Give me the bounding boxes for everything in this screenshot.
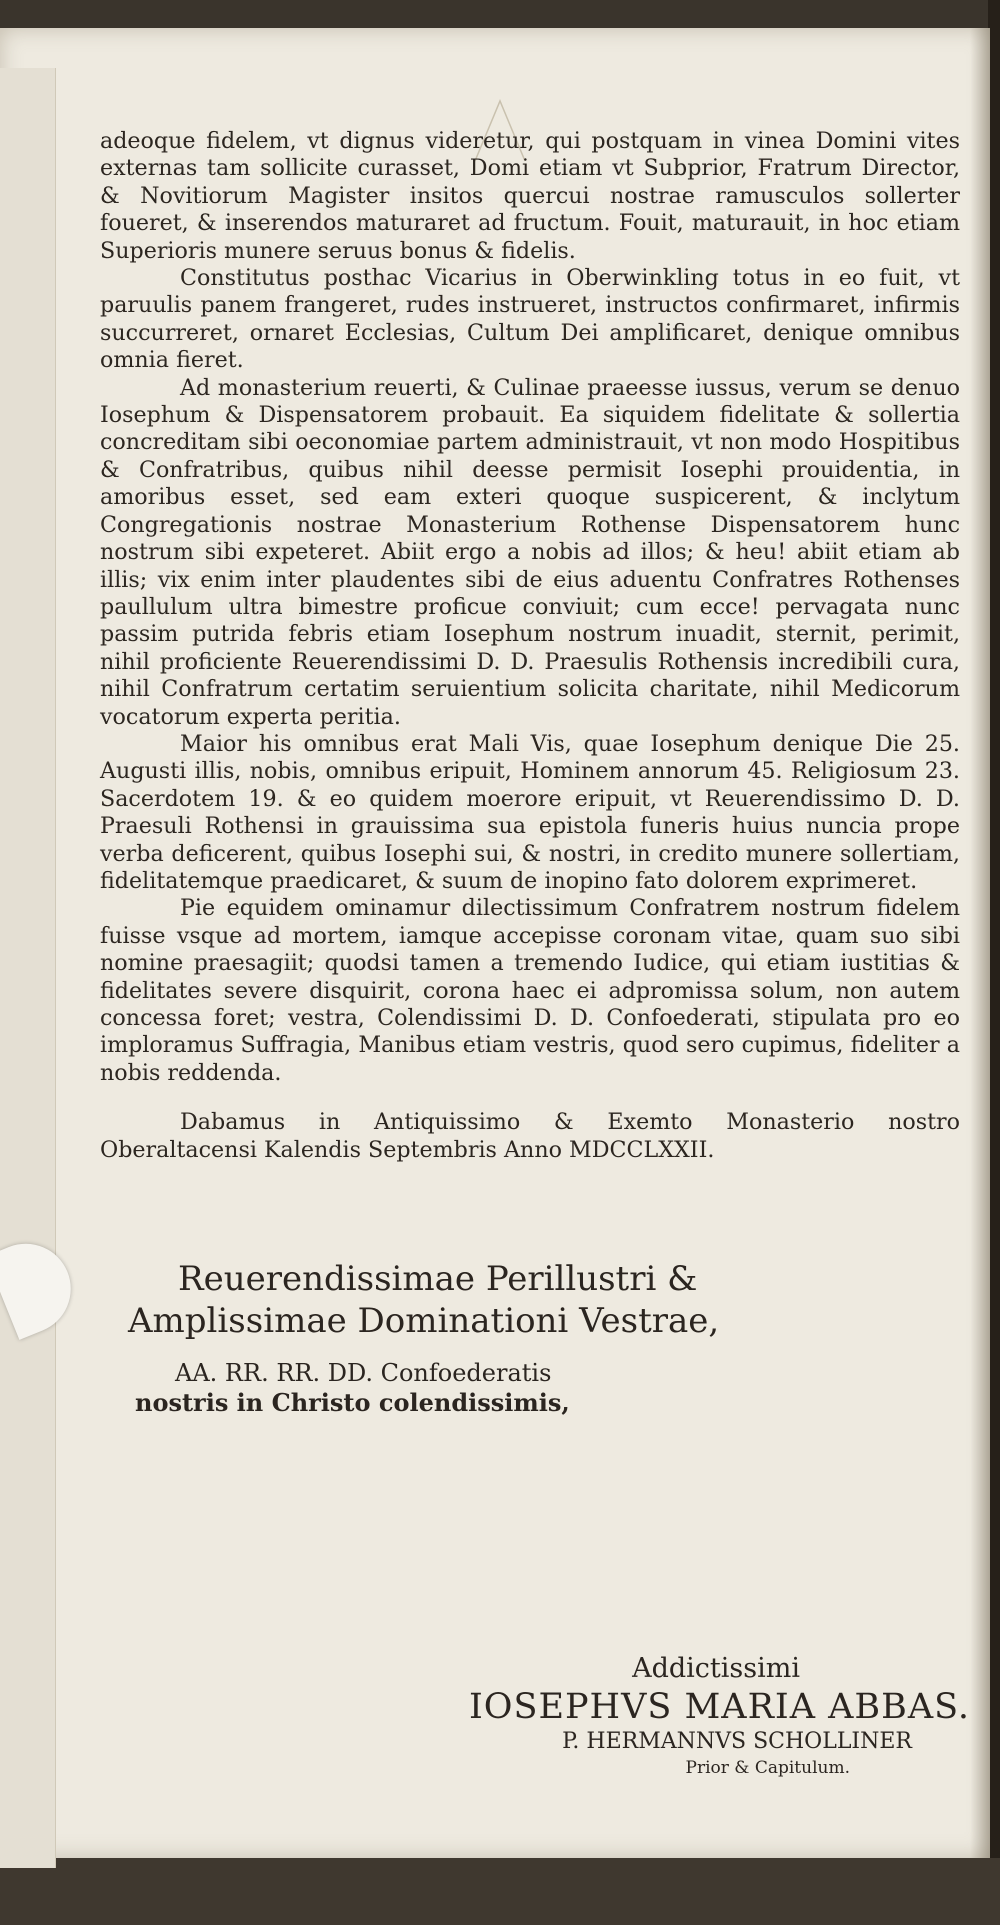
signature-chapter: Prior & Capitulum. xyxy=(685,1758,850,1778)
signature-abbot: IOSEPHVS MARIA ABBAS. xyxy=(468,1687,970,1727)
dateline: Dabamus in Antiquissimo & Exemto Monasterio nostro Oberaltacensi Kalendis Septembris Anno MDCCLXXII. xyxy=(100,1109,960,1163)
salutation-line-2: Amplissimae Dominationi Vestrae, xyxy=(128,1301,720,1341)
letter-body xyxy=(100,128,960,1164)
signature-closing: Addictissimi xyxy=(632,1653,800,1684)
paragraph-2: Constitutus posthac Vicarius in Oberwinkling totus in eo fuit, vt paruulis panem frangeret, rudes instrueret, instructos confirmaret, infirmis succurreret, ornaret Ecclesias, Cultum Dei amplificaret, denique omnibus omnia fieret. xyxy=(100,265,960,374)
address xyxy=(135,1358,715,1418)
scan-background xyxy=(0,1858,1000,1925)
left-margin-strip xyxy=(0,68,56,1868)
address-line-2: nostris in Christo colendissimis, xyxy=(135,1388,570,1417)
salutation xyxy=(128,1258,828,1342)
paragraph-4: Maior his omnibus erat Mali Vis, quae Iosephum denique Die 25. Augusti illis, nobis, omnibus eripuit, Hominem annorum 45. Religiosum 23. Sacerdotem 19. & eo quidem moerore eripuit, vt Reuerendissimo D. D. Praesuli Rothensi in grauissima sua epistola funeris huius nuncia prope verba deficerent, quibus Iosephi sui, & nostri, in credito munere sollertiam, fidelitatemque praedicaret, & suum de inopino fato dolorem exprimeret. xyxy=(100,730,960,894)
address-line-1: AA. RR. RR. DD. Confoederatis xyxy=(175,1359,552,1387)
signature-block xyxy=(400,1652,970,1780)
signature-prior: P. HERMANNVS SCHOLLINER xyxy=(562,1729,912,1754)
paragraph-3: Ad monasterium reuerti, & Culinae praeesse iussus, verum se denuo Iosephum & Dispensatorem probauit. Ea siquidem fidelitate & sollertia concreditam sibi oeconomiae partem administrauit, vt non modo Hospitibus & Confratribus, quibus nihil deesse permisit Iosephi prouidentia, in amoribus esset, sed eam exteri quoque suspicerent, & inclytum Congregationis nostrae Monasterium Rothense Dispensatorem hunc nostrum sibi expeteret. Abiit ergo a nobis ad illos; & heu! abiit etiam ab illis; vix enim inter plaudentes sibi de eius aduentu Confratres Rothenses paullulum ultra bimestre proficue conviuit; cum ecce! pervagata nunc passim putrida febris etiam Iosephum nostrum inuadit, sternit, perimit, nihil proficiente Reuerendissimi D. D. Praesulis Rothensis incredibili cura, nihil Confratrum certatim seruientium solicita charitate, nihil Medicorum vocatorum experta peritia. xyxy=(100,374,960,730)
paragraph-5: Pie equidem ominamur dilectissimum Confratrem nostrum fidelem fuisse vsque ad mortem, iamque accepisse coronam vitae, quam suo sibi nomine praesagiit; quodsi tamen a tremendo Iudice, qui etiam iustitias & fidelitates severe disquirit, corona haec ei adpromissa solum, non autem concessa foret; vestra, Colendissimi D. D. Confoederati, stipulata pro eo imploramus Suffragia, Manibus etiam vestris, quod sero cupimus, fideliter a nobis reddenda. xyxy=(100,895,960,1086)
paragraph-1: adeoque fidelem, vt dignus videretur, qui postquam in vinea Domini vites externas tam sollicite curasset, Domi etiam vt Subprior, Fratrum Director, & Novitiorum Magister insitos quercui nostrae ramusculos sollerter foueret, & inserendos maturaret ad fructum. Fouit, maturauit, in hoc etiam Superioris munere seruus bonus & fidelis. xyxy=(100,128,960,264)
salutation-line-1: Reuerendissimae Perillustri & xyxy=(178,1259,698,1299)
